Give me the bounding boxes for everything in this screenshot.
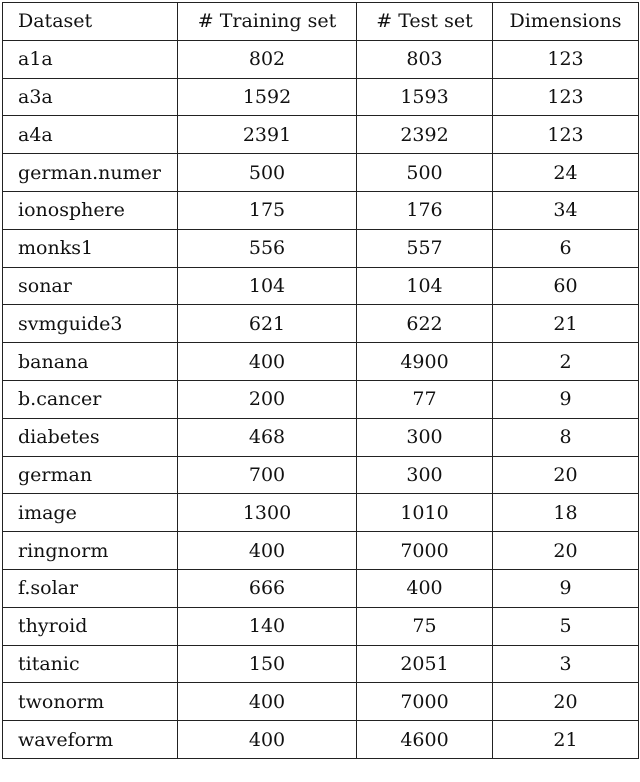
dataset-table-container (2, 2, 638, 759)
cell-dimensions: 5 (493, 607, 639, 645)
table-header (3, 3, 639, 41)
table-row (3, 418, 639, 456)
table-row (3, 78, 639, 116)
cell-dataset: b.cancer (3, 380, 178, 418)
table-row (3, 229, 639, 267)
cell-training-set: 175 (178, 191, 357, 229)
cell-dataset: svmguide3 (3, 305, 178, 343)
cell-training-set: 556 (178, 229, 357, 267)
table-row (3, 116, 639, 154)
cell-training-set: 2391 (178, 116, 357, 154)
cell-test-set: 1010 (357, 494, 493, 532)
table-row (3, 721, 639, 759)
table-row (3, 683, 639, 721)
cell-dimensions: 123 (493, 78, 639, 116)
header-dataset: Dataset (3, 3, 178, 41)
cell-training-set: 400 (178, 721, 357, 759)
cell-dataset: monks1 (3, 229, 178, 267)
cell-test-set: 7000 (357, 683, 493, 721)
table-row (3, 569, 639, 607)
cell-test-set: 7000 (357, 532, 493, 570)
cell-dataset: thyroid (3, 607, 178, 645)
cell-test-set: 77 (357, 380, 493, 418)
table-row (3, 607, 639, 645)
cell-dataset: waveform (3, 721, 178, 759)
cell-test-set: 400 (357, 569, 493, 607)
cell-test-set: 4900 (357, 343, 493, 381)
cell-training-set: 1592 (178, 78, 357, 116)
cell-training-set: 802 (178, 40, 357, 78)
cell-dimensions: 60 (493, 267, 639, 305)
table-row (3, 154, 639, 192)
cell-training-set: 500 (178, 154, 357, 192)
cell-dimensions: 8 (493, 418, 639, 456)
cell-dimensions: 9 (493, 380, 639, 418)
cell-dimensions: 21 (493, 721, 639, 759)
cell-training-set: 150 (178, 645, 357, 683)
cell-test-set: 500 (357, 154, 493, 192)
cell-training-set: 400 (178, 343, 357, 381)
cell-dataset: f.solar (3, 569, 178, 607)
cell-training-set: 400 (178, 683, 357, 721)
cell-dataset: a1a (3, 40, 178, 78)
cell-dimensions: 123 (493, 40, 639, 78)
header-dimensions: Dimensions (493, 3, 639, 41)
table-row (3, 267, 639, 305)
table-row (3, 380, 639, 418)
cell-test-set: 75 (357, 607, 493, 645)
cell-test-set: 4600 (357, 721, 493, 759)
table-row (3, 456, 639, 494)
cell-dimensions: 9 (493, 569, 639, 607)
cell-dimensions: 18 (493, 494, 639, 532)
cell-test-set: 557 (357, 229, 493, 267)
table-row (3, 494, 639, 532)
table-row (3, 191, 639, 229)
header-test-set: # Test set (357, 3, 493, 41)
cell-training-set: 468 (178, 418, 357, 456)
cell-test-set: 104 (357, 267, 493, 305)
cell-training-set: 1300 (178, 494, 357, 532)
cell-training-set: 200 (178, 380, 357, 418)
cell-test-set: 1593 (357, 78, 493, 116)
header-row (3, 3, 639, 41)
table-row (3, 343, 639, 381)
table-row (3, 40, 639, 78)
cell-training-set: 400 (178, 532, 357, 570)
cell-dataset: german.numer (3, 154, 178, 192)
cell-dimensions: 20 (493, 532, 639, 570)
cell-dimensions: 34 (493, 191, 639, 229)
cell-dataset: german (3, 456, 178, 494)
cell-training-set: 621 (178, 305, 357, 343)
table-row (3, 532, 639, 570)
cell-dataset: a4a (3, 116, 178, 154)
header-training-set: # Training set (178, 3, 357, 41)
cell-training-set: 104 (178, 267, 357, 305)
cell-dataset: titanic (3, 645, 178, 683)
cell-dimensions: 123 (493, 116, 639, 154)
cell-test-set: 300 (357, 418, 493, 456)
cell-dataset: twonorm (3, 683, 178, 721)
cell-dataset: ionosphere (3, 191, 178, 229)
table-body (3, 40, 639, 758)
cell-test-set: 2392 (357, 116, 493, 154)
cell-dimensions: 21 (493, 305, 639, 343)
cell-dimensions: 24 (493, 154, 639, 192)
cell-dimensions: 20 (493, 683, 639, 721)
cell-dataset: diabetes (3, 418, 178, 456)
cell-training-set: 140 (178, 607, 357, 645)
cell-dimensions: 2 (493, 343, 639, 381)
cell-dataset: ringnorm (3, 532, 178, 570)
cell-training-set: 666 (178, 569, 357, 607)
cell-dimensions: 20 (493, 456, 639, 494)
cell-test-set: 176 (357, 191, 493, 229)
cell-test-set: 622 (357, 305, 493, 343)
cell-training-set: 700 (178, 456, 357, 494)
cell-test-set: 803 (357, 40, 493, 78)
cell-dataset: sonar (3, 267, 178, 305)
cell-test-set: 300 (357, 456, 493, 494)
dataset-table (2, 2, 639, 759)
cell-test-set: 2051 (357, 645, 493, 683)
cell-dataset: a3a (3, 78, 178, 116)
cell-dimensions: 6 (493, 229, 639, 267)
table-row (3, 645, 639, 683)
cell-dimensions: 3 (493, 645, 639, 683)
cell-dataset: image (3, 494, 178, 532)
cell-dataset: banana (3, 343, 178, 381)
table-row (3, 305, 639, 343)
